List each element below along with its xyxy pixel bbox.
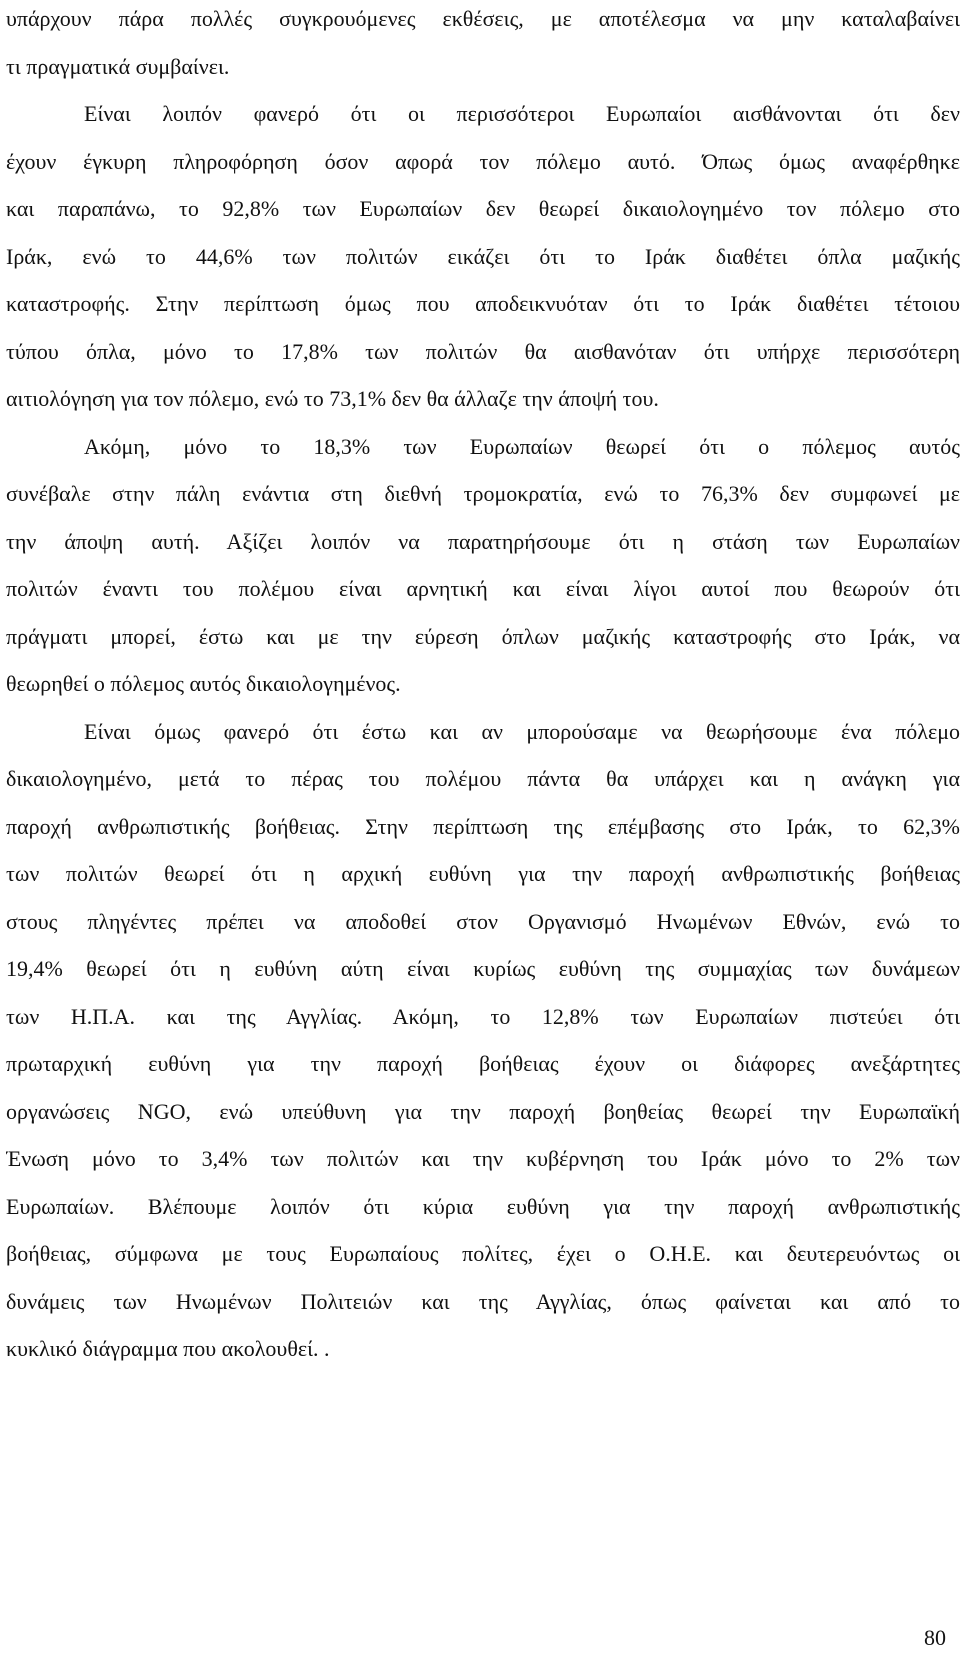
text-line: των Η.Π.Α. και της Αγγλίας. Ακόμη, το 12,8% των Ευρωπαίων πιστεύει ότι [6, 1003, 960, 1029]
paragraph [6, 423, 960, 708]
text-line: 19,4% θεωρεί ότι η ευθύνη αύτη είναι κυρίως ευθύνη της συμμαχίας των δυνάμεων [6, 956, 960, 981]
text-line: των πολιτών θεωρεί ότι η αρχική ευθύνη για την παροχή ανθρωπιστικής βοήθειας [6, 861, 960, 886]
paragraph [6, 708, 960, 1373]
text-line: τύπου όπλα, μόνο το 17,8% των πολιτών θα αισθανόταν ότι υπήρχε περισσότερη [6, 338, 960, 364]
text-line: βοήθειας, σύμφωνα με τους Ευρωπαίους πολίτες, έχει ο Ο.Η.Ε. και δευτερευόντως οι [6, 1241, 960, 1266]
text-line: αιτιολόγηση για τον πόλεμο, ενώ το 73,1% δεν θα άλλαζε την άποψή του. [6, 386, 659, 411]
text-line: οργανώσεις NGO, ενώ υπεύθυνη για την παροχή βοηθείας θεωρεί την Ευρωπαϊκή [6, 1098, 960, 1124]
text-line: Ευρωπαίων. Βλέπουμε λοιπόν ότι κύρια ευθύνη για την παροχή ανθρωπιστικής [6, 1193, 960, 1219]
text-line: τι πραγματικά συμβαίνει. [6, 53, 230, 79]
text-line: πρωταρχική ευθύνη για την παροχή βοήθειας έχουν οι διάφορες ανεξάρτητες [6, 1051, 960, 1076]
page-number: 80 [924, 1625, 946, 1650]
text-line: την άποψη αυτή. Αξίζει λοιπόν να παρατηρήσουμε ότι η στάση των Ευρωπαίων [6, 528, 960, 554]
paragraph [6, 90, 960, 423]
text-line: υπάρχουν πάρα πολλές συγκρουόμενες εκθέσεις, με αποτέλεσμα να μην καταλαβαίνει [6, 6, 960, 31]
text-line: και παραπάνω, το 92,8% των Ευρωπαίων δεν θεωρεί δικαιολογημένο τον πόλεμο στο [6, 196, 960, 221]
text-line: έχουν έγκυρη πληροφόρηση όσον αφορά τον πόλεμο αυτό. Όπως όμως αναφέρθηκε [6, 148, 960, 174]
body-text [6, 0, 960, 1373]
text-line: Ακόμη, μόνο το 18,3% των Ευρωπαίων θεωρεί ότι ο πόλεμος αυτός [84, 433, 960, 459]
text-line: δυνάμεις των Ηνωμένων Πολιτειών και της Αγγλίας, όπως φαίνεται και από το [6, 1288, 960, 1314]
text-line: κυκλικό διάγραμμα που ακολουθεί. . [6, 1336, 330, 1361]
text-line: θεωρηθεί ο πόλεμος αυτός δικαιολογημένος. [6, 671, 401, 696]
text-line: παροχή ανθρωπιστικής βοήθειας. Στην περίπτωση της επέμβασης στο Ιράκ, το 62,3% [6, 813, 960, 839]
text-line: Είναι όμως φανερό ότι έστω και αν μπορούσαμε να θεωρήσουμε ένα πόλεμο [84, 718, 960, 744]
text-line: συνέβαλε στην πάλη ενάντια στη διεθνή τρομοκρατία, ενώ το 76,3% δεν συμφωνεί με [6, 481, 960, 506]
text-line: Είναι λοιπόν φανερό ότι οι περισσότεροι Ευρωπαίοι αισθάνονται ότι δεν [84, 101, 960, 126]
text-line: δικαιολογημένο, μετά το πέρας του πολέμου πάντα θα υπάρχει και η ανάγκη για [6, 766, 960, 791]
text-line: πολιτών έναντι του πολέμου είναι αρνητική και είναι λίγοι αυτοί που θεωρούν ότι [6, 576, 960, 601]
text-line: στους πληγέντες πρέπει να αποδοθεί στον Οργανισμό Ηνωμένων Εθνών, ενώ το [6, 908, 960, 934]
text-line: πράγματι μπορεί, έστω και με την εύρεση όπλων μαζικής καταστροφής στο Ιράκ, να [6, 623, 960, 649]
text-line: καταστροφής. Στην περίπτωση όμως που αποδεικνυόταν ότι το Ιράκ διαθέτει τέτοιου [6, 291, 960, 316]
text-line: Ένωση μόνο το 3,4% των πολιτών και την κυβέρνηση του Ιράκ μόνο το 2% των [6, 1146, 960, 1171]
paragraph [6, 0, 960, 90]
text-line: Ιράκ, ενώ το 44,6% των πολιτών εικάζει ότι το Ιράκ διαθέτει όπλα μαζικής [6, 243, 960, 269]
